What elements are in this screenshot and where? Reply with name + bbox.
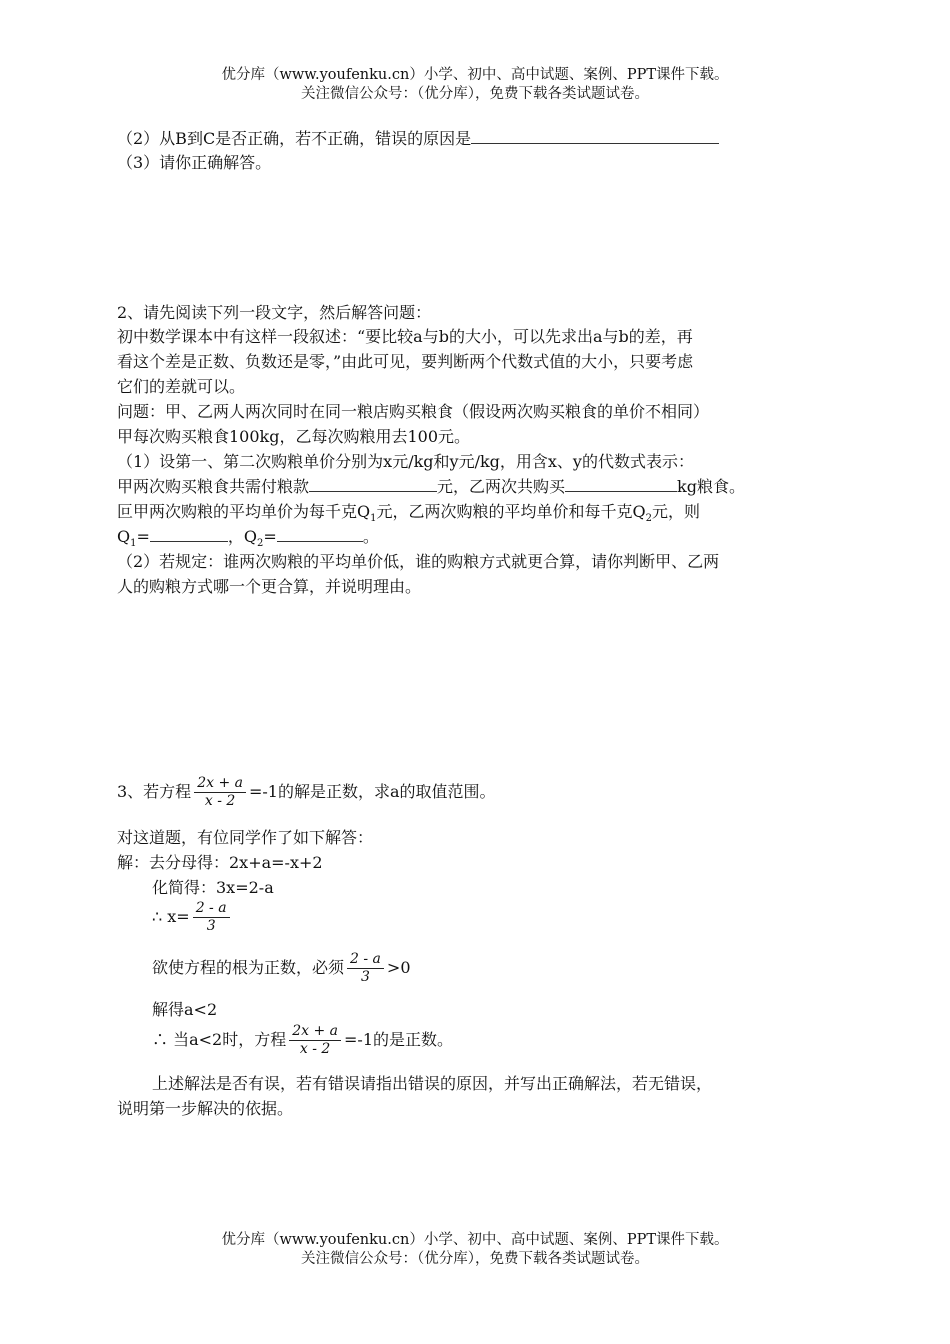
q1-blank[interactable] <box>471 128 719 144</box>
q3-line-3: 解：去分母得：2x+a=-x+2 <box>117 853 323 872</box>
q2-line-1: 初中数学课本中有这样一段叙述：“要比较a与b的大小，可以先求出a与b的差，再 <box>117 327 693 346</box>
q2-sub-1b: 1 <box>130 538 137 550</box>
q2-line-9-c: ，Q <box>227 527 258 546</box>
q2-line-9-a: Q <box>117 527 131 546</box>
q3-line-6 <box>152 951 411 986</box>
q2-line-9-b: = <box>136 527 150 546</box>
q3-line-1-a: 3、若方程 <box>117 782 192 801</box>
q3-fraction-3-num: 2 - a <box>350 951 381 967</box>
q2-blank-q2[interactable] <box>277 526 363 542</box>
q2-sub-2b: 2 <box>257 538 264 550</box>
q2-line-4: 问题：甲、乙两人两次同时在同一粮店购买粮食（假设两次购买粮食的单价不相同） <box>117 402 710 421</box>
q2-line-10: （2）若规定：谁两次购粮的平均单价低，谁的购粮方式就更合算，请你判断甲、乙两 <box>117 552 720 571</box>
q2-blank-q1[interactable] <box>150 526 228 542</box>
q2-title: 2、请先阅读下列一段文字，然后解答问题： <box>117 303 432 322</box>
q3-fraction-2-num: 2 - a <box>195 900 227 916</box>
header-line-1: 优分库（www.youfenku.cn）小学、初中、高中试题、案例、PPT课件下载。 <box>221 67 729 83</box>
q3-line-6-b: >0 <box>386 958 411 977</box>
footer-line-2: 关注微信公众号：（优分库），免费下载各类试题试卷。 <box>301 1251 649 1267</box>
q2-blank-payment[interactable] <box>309 476 437 492</box>
q3-line-8-b: =-1的是正数。 <box>344 1030 453 1049</box>
q3-line-2: 对这道题，有位同学作了如下解答： <box>117 828 374 847</box>
q3-fraction-4-num: 2x + a <box>292 1023 338 1039</box>
q2-line-8-a: 叵甲两次购粮的平均单价为每千克Q <box>117 502 371 521</box>
header-line-2: 关注微信公众号：（优分库），免费下载各类试题试卷。 <box>301 86 649 102</box>
q2-line-6: （1）设第一、第二次购粮单价分别为x元/kg和y元/kg，用含x、y的代数式表示： <box>117 452 694 471</box>
q1-part2 <box>117 128 719 150</box>
page-header <box>0 66 950 104</box>
q2-line-11: 人的购粮方式哪一个更合算，并说明理由。 <box>117 577 422 596</box>
q3-line-6-a: 欲使方程的根为正数，必须 <box>152 958 345 977</box>
q2-line-8-b: 元，乙两次购粮的平均单价和每千克Q <box>376 502 646 521</box>
q3-line-4: 化简得：3x=2-a <box>152 878 274 897</box>
q3-line-8-a: ∴ 当a<2时，方程 <box>152 1030 287 1049</box>
q3-line-1 <box>117 775 496 810</box>
q3-fraction-1-num: 2x + a <box>197 775 243 791</box>
q2-line-9-d: = <box>263 527 277 546</box>
q2-line-8-c: 元，则 <box>652 502 701 521</box>
q3-fraction-2-den: 3 <box>193 917 230 935</box>
q3-fraction-4-den: x - 2 <box>289 1040 341 1058</box>
q3-line-10: 说明第一步解决的依据。 <box>117 1099 294 1118</box>
q3-fraction-3-den: 3 <box>347 968 384 986</box>
q3-line-7: 解得a<2 <box>152 1000 218 1019</box>
q3-fraction-4 <box>289 1023 341 1058</box>
q2-blank-amount[interactable] <box>565 476 677 492</box>
q3-fraction-1-den: x - 2 <box>194 792 246 810</box>
q2-sub-1: 1 <box>370 513 377 525</box>
q3-fraction-1 <box>194 775 246 810</box>
q2-line-5: 甲每次购买粮食100kg，乙每次购粮用去100元。 <box>117 427 471 446</box>
q2-line-7-a: 甲两次购买粮食共需付粮款 <box>117 477 310 496</box>
q3-fraction-2 <box>193 900 230 935</box>
q3-fraction-3 <box>347 951 384 986</box>
page-footer <box>0 1231 950 1269</box>
q2-line-2: 看这个差是正数、负数还是零，”由此可见，要判断两个代数式值的大小，只要考虑 <box>117 352 694 371</box>
q1-part3: （3）请你正确解答。 <box>117 153 272 172</box>
q3-line-5-a: ∴ x= <box>152 907 190 926</box>
q3-line-8 <box>152 1023 453 1058</box>
q2-sub-2: 2 <box>645 513 652 525</box>
q3-line-9: 上述解法是否有误，若有错误请指出错误的原因，并写出正确解法，若无错误， <box>152 1074 713 1093</box>
q2-line-3: 它们的差就可以。 <box>117 377 246 396</box>
q3-line-5 <box>152 900 233 935</box>
q1-part2-text: （2）从B到C是否正确，若不正确，错误的原因是 <box>117 129 472 148</box>
q2-line-7-b: 元，乙两次共购买 <box>437 477 566 496</box>
q2-line-7-c: kg粮食。 <box>677 477 745 496</box>
q3-line-1-b: =-1的解是正数，求a的取值范围。 <box>248 782 496 801</box>
q2-line-7 <box>117 476 745 498</box>
footer-line-1: 优分库（www.youfenku.cn）小学、初中、高中试题、案例、PPT课件下载。 <box>221 1232 729 1248</box>
q2-line-9-e: 。 <box>362 527 379 546</box>
